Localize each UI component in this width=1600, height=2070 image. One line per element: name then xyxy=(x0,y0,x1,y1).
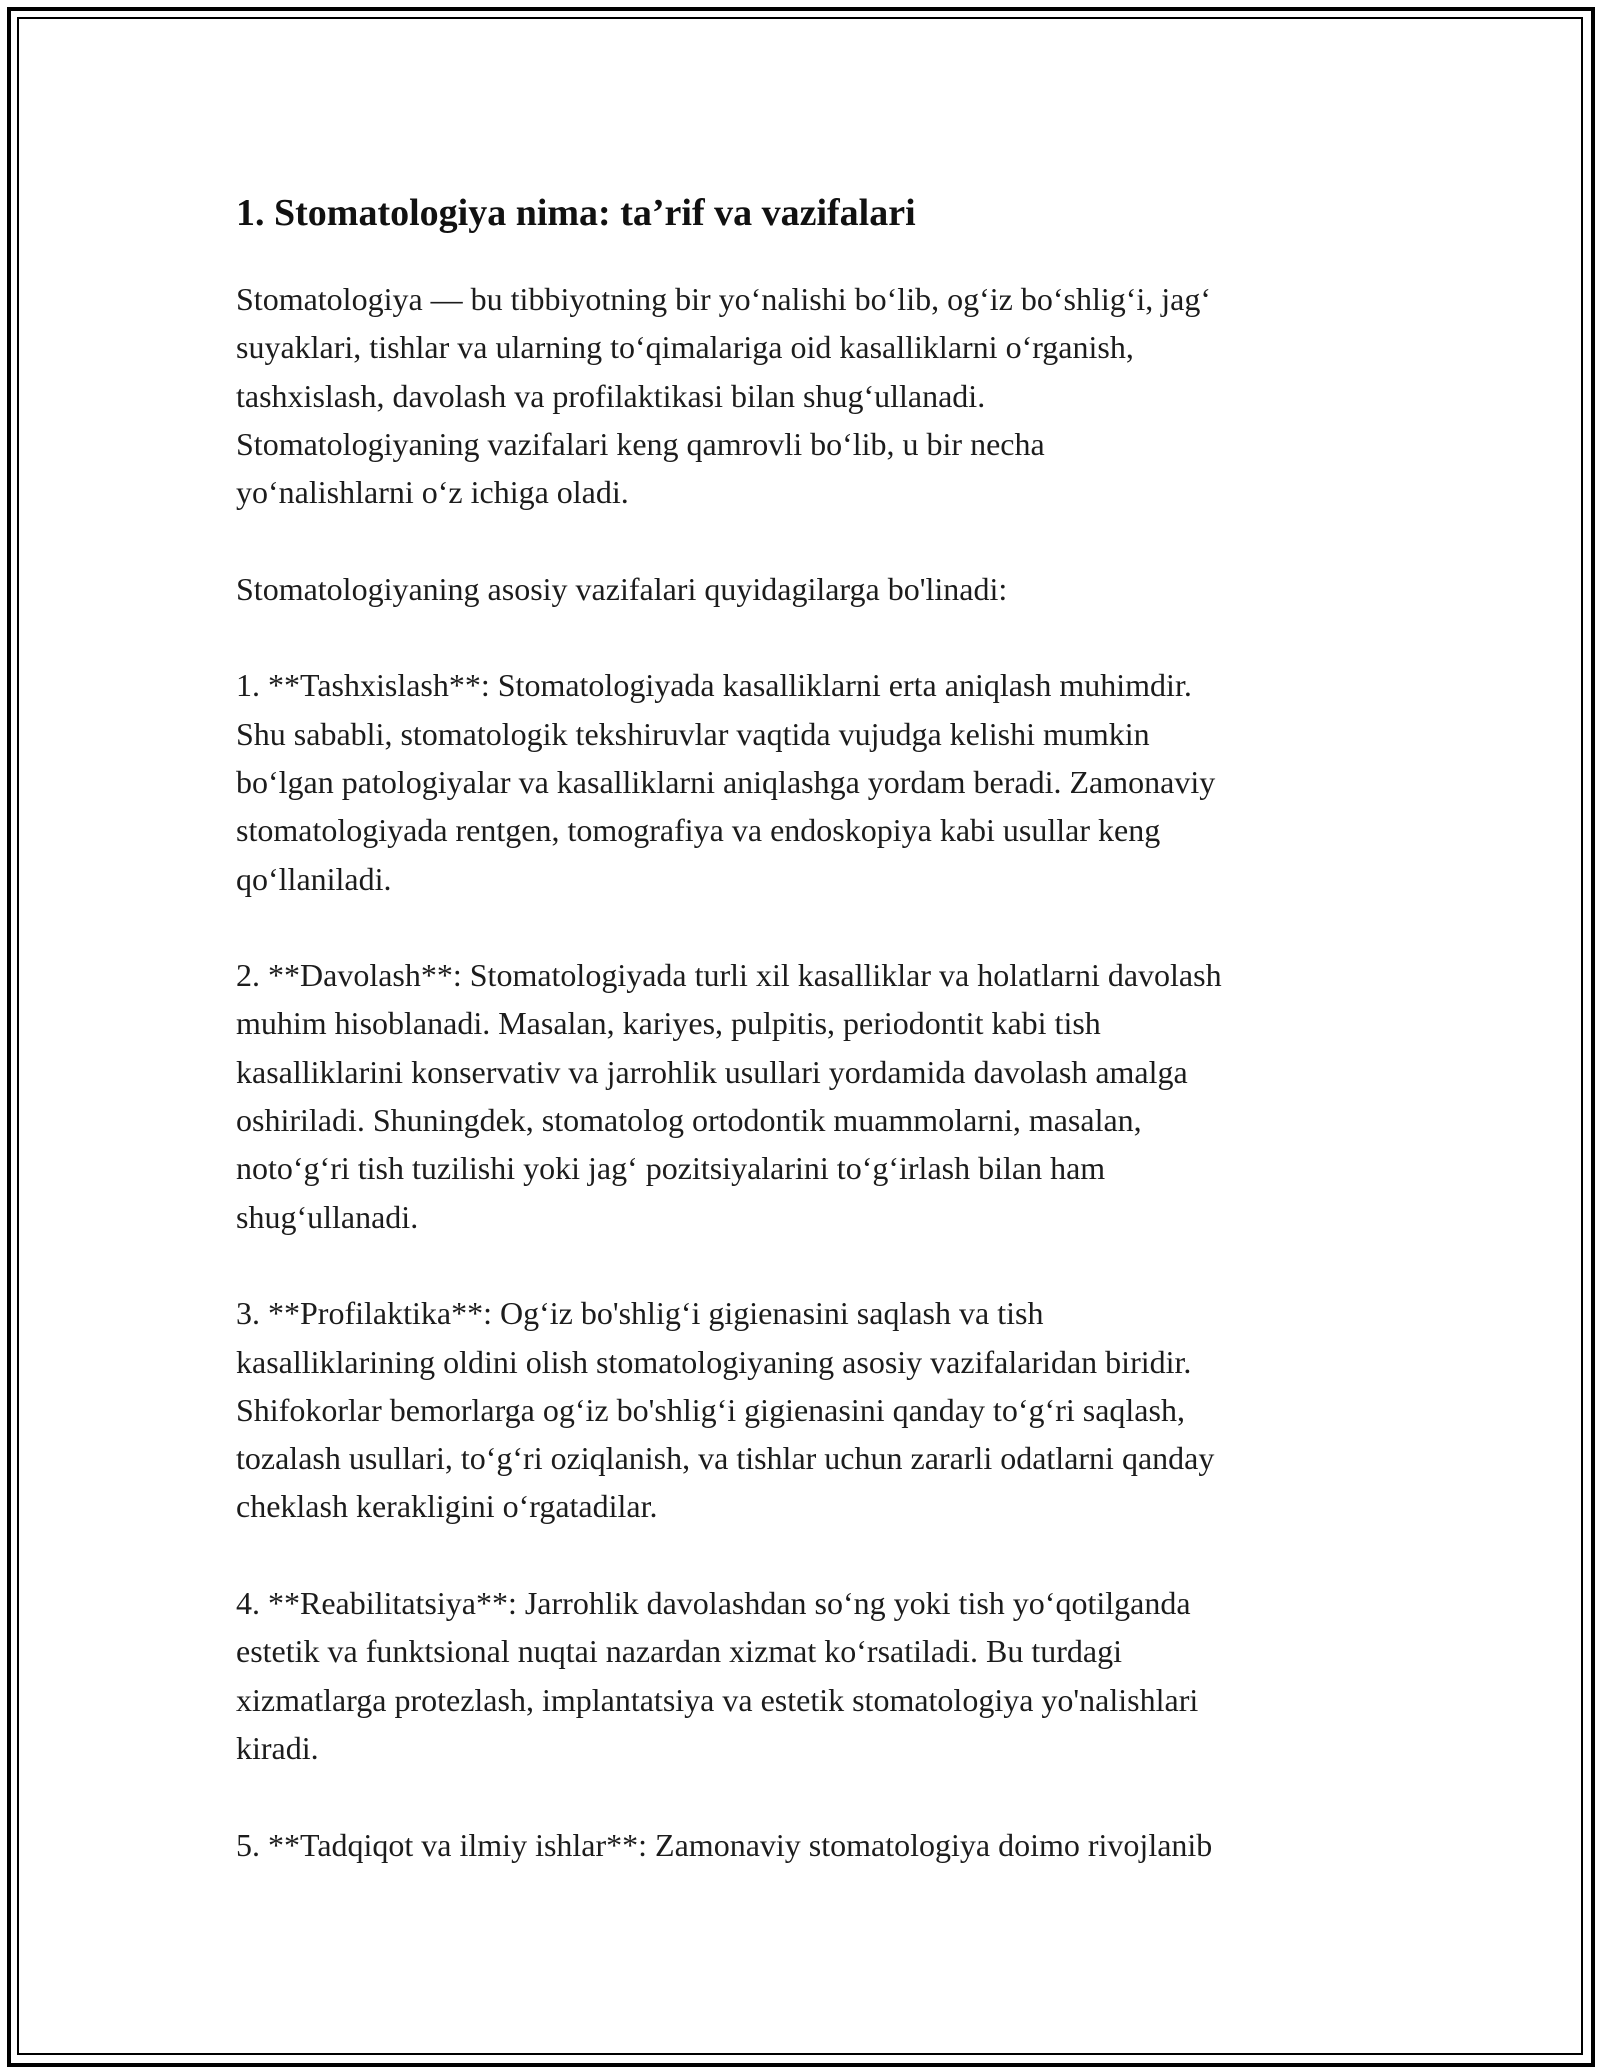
document-page xyxy=(236,185,1376,1869)
paragraph-intro: Stomatologiya — bu tibbiyotning bir yo‘nalishi bo‘lib, og‘iz bo‘shlig‘i, jag‘ suyaklari, tishlar va ularning to‘qimalariga oid kasalliklarni o‘rganish, tashxislash, davolash va profilaktikasi bilan shug‘ullanadi. Stomatologiyaning vazifalari keng qamrovli bo‘lib, u bir necha yo‘nalishlarni o‘z ichiga oladi. xyxy=(236,281,1212,511)
paragraph-spacer xyxy=(236,903,1376,951)
paragraph-spacer xyxy=(236,1772,1376,1820)
list-item-profilaktika: 3. **Profilaktika**: Og‘iz bo'shlig‘i gigienasini saqlash va tish kasalliklarining oldini olish stomatologiyaning asosiy vazifalaridan biridir. Shifokorlar bemorlarga og‘iz bo'shlig‘i gigienasini qanday to‘g‘ri saqlash, tozalash usullari, to‘g‘ri oziqlanish, va tishlar uchun zararli odatlarni qanday cheklash kerakligini o‘rgatadilar. xyxy=(236,1295,1215,1525)
paragraph-tasks-heading: Stomatologiyaning asosiy vazifalari quyidagilarga bo'linadi: xyxy=(236,570,1008,607)
list-item-reabilitatsiya: 4. **Reabilitatsiya**: Jarrohlik davolashdan so‘ng yoki tish yo‘qotilganda estetik va funktsional nuqtai nazardan xizmat ko‘rsatiladi. Bu turdagi xizmatlarga protezlash, implantatsiya va estetik stomatologiya yo'nalishlari kiradi. xyxy=(236,1585,1199,1766)
paragraph-spacer xyxy=(236,1241,1376,1289)
paragraph-spacer xyxy=(236,516,1376,564)
paragraph-spacer xyxy=(236,1531,1376,1579)
list-item-tashxislash: 1. **Tashxislash**: Stomatologiyada kasalliklarni erta aniqlash muhimdir. Shu sababli, stomatologik tekshiruvlar vaqtida vujudga kelishi mumkin bo‘lgan patologiyalar va kasalliklarni aniqlashga yordam beradi. Zamonaviy stomatologiyada rentgen, tomografiya va endoskopiya kabi usullar keng qo‘llaniladi. xyxy=(236,667,1216,897)
list-item-tadqiqot: 5. **Tadqiqot va ilmiy ishlar**: Zamonaviy stomatologiya doimo rivojlanib xyxy=(236,1826,1213,1863)
document-title: 1. Stomatologiya nima: ta’rif va vazifalari xyxy=(236,192,916,234)
list-item-davolash: 2. **Davolash**: Stomatologiyada turli xil kasalliklar va holatlarni davolash muhim hisoblanadi. Masalan, kariyes, pulpitis, periodontit kabi tish kasalliklarini konservativ va jarrohlik usullari yordamida davolash amalga oshiriladi. Shuningdek, stomatolog ortodontik muammolarni, masalan, noto‘g‘ri tish tuzilishi yoki jag‘ pozitsiyalarini to‘g‘irlash bilan ham shug‘ullanadi. xyxy=(236,957,1222,1235)
paragraph-spacer xyxy=(236,613,1376,661)
